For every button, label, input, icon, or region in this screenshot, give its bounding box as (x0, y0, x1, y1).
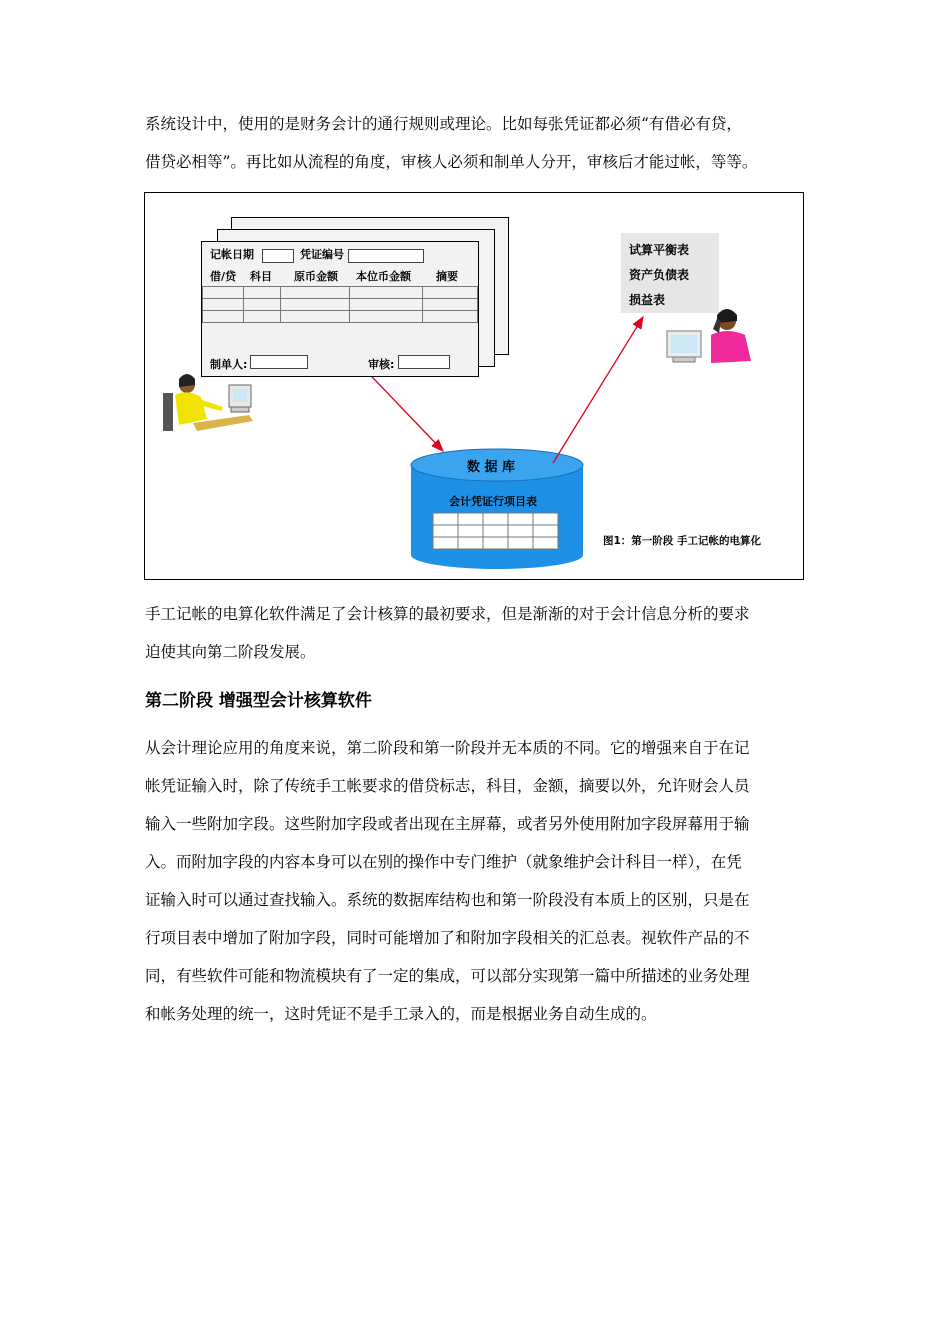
figure-manual-accounting (144, 192, 804, 580)
col-summary: 摘要 (436, 270, 458, 283)
section-heading: 第二阶段 增强型会计核算软件 (145, 691, 372, 711)
section2-line-3: 输入一些附加字段。这些附加字段或者出现在主屏幕，或者另外使用附加字段屏幕用于输 (145, 815, 750, 833)
preparer-field (250, 355, 308, 369)
arrow-to-reports (553, 317, 643, 463)
section2-line-1: 从会计理论应用的角度来说，第二阶段和第一阶段并无本质的不同。它的增强来自于在记 (145, 739, 750, 757)
col-account: 科目 (250, 270, 272, 283)
clerk-at-computer-icon (163, 374, 253, 431)
date-label: 记帐日期 (210, 248, 254, 261)
after-figure-line-1: 手工记帐的电算化软件满足了会计核算的最初要求，但是渐渐的对于会计信息分析的要求 (145, 605, 750, 623)
intro-line-1: 系统设计中，使用的是财务会计的通行规则或理论。比如每张凭证都必须“有借必有贷， (145, 115, 742, 133)
database-table-name: 会计凭证行项目表 (449, 495, 537, 508)
col-debit-credit: 借/贷 (210, 270, 237, 283)
report-income-statement: 损益表 (629, 293, 666, 307)
after-figure-line-2: 迫使其向第二阶段发展。 (145, 643, 316, 661)
preparer-label: 制单人: (210, 358, 248, 371)
report-trial-balance: 试算平衡表 (629, 243, 690, 257)
section2-line-6: 行项目表中增加了附加字段，同时可能增加了和附加字段相关的汇总表。视软件产品的不 (145, 929, 750, 947)
accountant-on-phone-icon (667, 309, 751, 363)
section2-line-8: 和帐务处理的统一，这时凭证不是手工录入的，而是根据业务自动生成的。 (145, 1005, 657, 1023)
voucher-form (201, 241, 479, 377)
intro-line-2: 借贷必相等”。再比如从流程的角度，审核人必须和制单人分开，审核后才能过帐，等等。 (145, 153, 758, 171)
reviewer-field (398, 355, 450, 369)
col-orig-amount: 原币金额 (294, 270, 338, 283)
voucher-no-field (348, 249, 424, 263)
col-local-amount: 本位币金额 (356, 270, 411, 283)
figure-caption: 图1：第一阶段 手工记帐的电算化 (603, 535, 761, 547)
section2-line-2: 帐凭证输入时，除了传统手工帐要求的借贷标志，科目，金额，摘要以外，允许财会人员 (145, 777, 750, 795)
reports-box (621, 233, 719, 313)
voucher-no-label: 凭证编号 (300, 248, 344, 261)
reviewer-label: 审核: (368, 358, 395, 371)
voucher-line-grid (202, 286, 478, 323)
section2-line-7: 同，有些软件可能和物流模块有了一定的集成，可以部分实现第一篇中所描述的业务处理 (145, 967, 750, 985)
date-field (262, 249, 294, 263)
section2-line-4: 入。而附加字段的内容本身可以在别的操作中专门维护（就象维护会计科目一样），在凭 (145, 853, 742, 871)
section2-line-5: 证输入时可以通过查找输入。系统的数据库结构也和第一阶段没有本质上的区别，只是在 (145, 891, 750, 909)
database-title: 数 据 库 (467, 460, 516, 475)
report-balance-sheet: 资产负债表 (629, 268, 690, 282)
database-table-grid-icon (433, 513, 558, 549)
